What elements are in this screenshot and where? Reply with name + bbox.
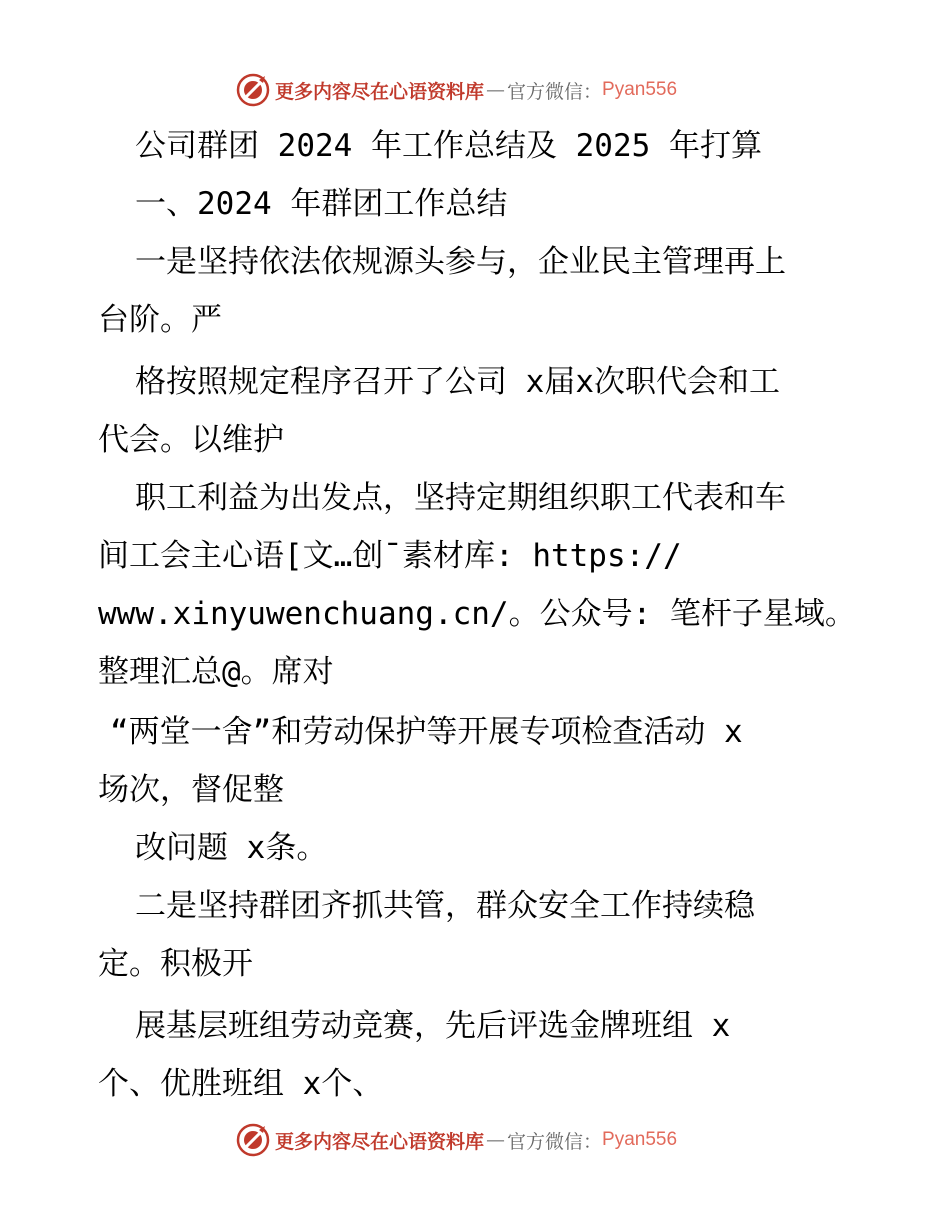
text-line: 二是坚持群团齐抓共管，群众安全工作持续稳 bbox=[135, 888, 755, 924]
text-line: 个、优胜班组 x个、 bbox=[98, 1066, 384, 1102]
document-title: 公司群团 2024 年工作总结及 2025 年打算 bbox=[135, 128, 762, 164]
header-banner bbox=[235, 70, 755, 110]
header-banner-dash: — bbox=[486, 79, 506, 101]
header-wechat-id: Pyan556 bbox=[602, 79, 678, 100]
text-line: www.xinyuwenchuang.cn/。公众号: 笔杆子星域。 bbox=[98, 596, 856, 632]
footer-banner bbox=[235, 1120, 755, 1160]
text-line: 定。积极开 bbox=[98, 946, 253, 982]
footer-wechat-id: Pyan556 bbox=[602, 1129, 678, 1150]
text-line: 场次，督促整 bbox=[98, 772, 284, 808]
text-line: 整理汇总@。席对 bbox=[98, 654, 334, 690]
text-line: 一是坚持依法依规源头参与，企业民主管理再上 bbox=[135, 244, 786, 280]
text-line: 间工会主心语[文…创¯素材库: https:// bbox=[98, 538, 682, 574]
footer-wechat-label: 官方微信： bbox=[507, 1130, 603, 1153]
text-line: 格按照规定程序召开了公司 x届x次职代会和工 bbox=[135, 364, 780, 400]
text-line: 改问题 x条。 bbox=[135, 830, 328, 866]
header-wechat-label: 官方微信： bbox=[507, 80, 603, 103]
footer-banner-dash: — bbox=[486, 1129, 506, 1151]
text-line: “两堂一舍”和劳动保护等开展专项检查活动 x bbox=[110, 714, 743, 750]
footer-banner-text: 更多内容尽在心语资料库 bbox=[275, 1130, 485, 1153]
text-line: 职工利益为出发点，坚持定期组织职工代表和车 bbox=[135, 480, 786, 516]
brand-logo-icon bbox=[235, 1122, 271, 1158]
brand-logo-icon bbox=[235, 72, 271, 108]
text-line: 台阶。严 bbox=[98, 302, 222, 338]
header-banner-text: 更多内容尽在心语资料库 bbox=[275, 80, 485, 103]
text-line: 一、2024 年群团工作总结 bbox=[135, 186, 508, 222]
text-line: 代会。以维护 bbox=[98, 422, 284, 458]
text-line: 展基层班组劳动竞赛，先后评选金牌班组 x bbox=[135, 1008, 731, 1044]
